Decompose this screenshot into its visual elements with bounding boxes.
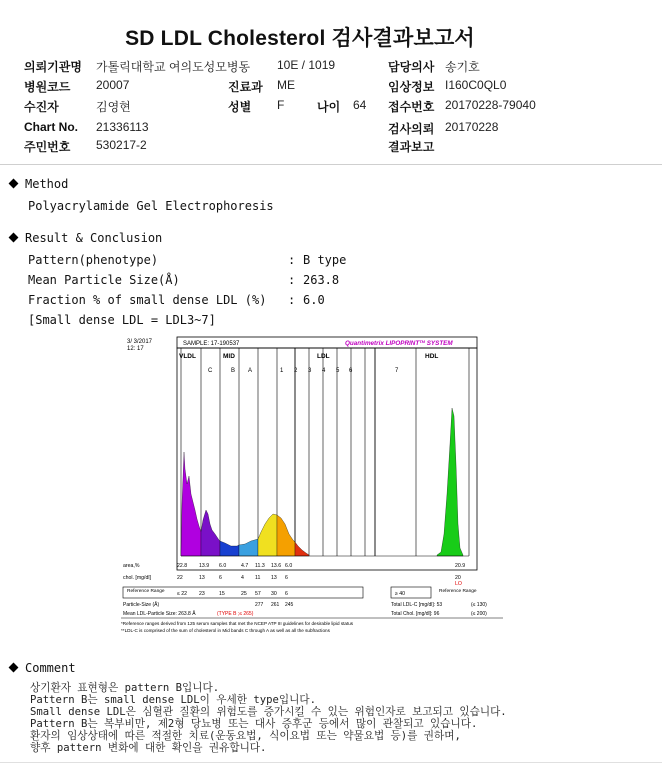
result-label: Pattern(phenotype) <box>28 253 159 267</box>
peak-area <box>201 510 220 556</box>
header-label: 결과보고 <box>388 140 435 154</box>
result-value: 6.0 <box>303 293 325 307</box>
header-label: 접수번호 <box>388 100 435 114</box>
band-dividers <box>181 348 469 556</box>
result-label: Fraction % of small dense LDL (%) <box>28 293 267 307</box>
plot-frame <box>177 348 477 570</box>
header-value: 가톨릭대학교 여의도성모병동 <box>96 60 251 74</box>
band-label: C <box>208 368 213 374</box>
header-value: 김영현 <box>96 100 131 114</box>
comment-heading: Comment <box>10 661 76 675</box>
ref-value: 15 <box>219 591 225 597</box>
chol-value: 13 <box>199 575 205 581</box>
header-label: 담당의사 <box>388 60 435 74</box>
comment-line: Pattern B는 small dense LDL이 우세한 type입니다. <box>30 694 316 706</box>
comment-line: 환자의 임상상태에 따른 적절한 치료(운동요법, 식이요법 또는 약물요법 등)를 권하며, <box>30 730 461 742</box>
chol-value: 11 <box>255 575 261 581</box>
report-date: 3/ 3/2017 <box>127 339 153 345</box>
header-label: 검사의뢰 <box>388 122 435 136</box>
ref-value: 6 <box>285 591 288 597</box>
ref-value: ≤ 22 <box>177 591 188 597</box>
chol-value: 6 <box>219 575 222 581</box>
ref-label-right: Reference Range <box>439 589 477 594</box>
area-value: 13.9 <box>199 563 210 569</box>
band-label: B <box>231 368 236 374</box>
hdl-flag: LO <box>455 581 462 587</box>
chol-value: 13 <box>271 575 277 581</box>
header-label: 나이 <box>317 100 341 114</box>
header-value: 530217-2 <box>96 138 147 152</box>
region-ldl: LDL <box>317 353 330 360</box>
particle-values <box>255 602 294 608</box>
region-vldl: VLDL <box>179 353 196 360</box>
ref-values <box>177 591 288 597</box>
header-label: 수진자 <box>24 100 59 114</box>
result-colon: : <box>288 293 296 307</box>
header-label: 의뢰기관명 <box>24 60 82 74</box>
method-text: Polyacrylamide Gel Electrophoresis <box>28 199 274 213</box>
result-note: [Small dense LDL = LDL3~7] <box>28 313 216 327</box>
ref-value: 57 <box>255 591 261 597</box>
bullet-icon <box>9 179 19 189</box>
bullet-icon <box>9 233 19 243</box>
area-value: 6.0 <box>219 563 227 569</box>
ref-value: 23 <box>199 591 205 597</box>
area-value: 11.3 <box>255 563 265 569</box>
area-value: 22.8 <box>177 563 188 569</box>
header-value: I160C0QL0 <box>445 78 507 92</box>
peak-area <box>295 542 309 556</box>
comment-line: 향후 pattern 변화에 대한 확인을 권유합니다. <box>30 742 267 754</box>
particle-value: 277 <box>255 602 264 608</box>
header-value: 21336113 <box>96 120 149 134</box>
particle-value: 245 <box>285 602 294 608</box>
header-label: 주민번호 <box>24 140 71 154</box>
peak-area <box>220 541 239 556</box>
particle-label: Particle-Size (Å) <box>123 602 160 608</box>
chol-value: 4 <box>241 575 244 581</box>
band-label: 7 <box>395 368 399 374</box>
chol-values <box>177 575 288 581</box>
header-value: 20170228 <box>445 120 499 134</box>
brand-label: Quantimetrix LIPOPRINT™ SYSTEM <box>345 339 453 347</box>
peak-area <box>277 515 295 556</box>
comment-line: Small dense LDL은 심혈관 질환의 위험도를 증가시킬 수 있는 위험인자로 보고되고 있습니다. <box>30 706 507 718</box>
result-label: Mean Particle Size(Å) <box>28 273 180 287</box>
comment-line: Pattern B는 복부비만, 제2형 당뇨병 또는 대사 증후군 등에서 많이 관찰되고 있습니다. <box>30 718 478 730</box>
result-heading: Result & Conclusion <box>10 231 162 245</box>
comment-line: 상기환자 표현형은 pattern B입니다. <box>30 682 220 694</box>
header-label: 병원코드 <box>24 80 71 94</box>
footnote-2: **LDL-C is comprised of the sum of cholesterol in Mid bands C through A as well as all the subfractions <box>121 628 330 633</box>
area-value: 13.6 <box>271 563 282 569</box>
area-value: 4.7 <box>241 563 249 569</box>
band-label: A <box>248 368 253 374</box>
result-value: B type <box>303 253 347 267</box>
divider <box>0 164 662 165</box>
area-values <box>177 563 292 569</box>
report-title: SD LDL Cholesterol 검사결과보고서 <box>125 27 475 50</box>
header-value: F <box>277 98 285 112</box>
result-value: 263.8 <box>303 273 340 287</box>
header-value: ME <box>277 78 295 92</box>
hdl-ref: ≥ 40 <box>395 591 406 597</box>
band-label: 2 <box>294 368 298 374</box>
header-value: 10E / 1019 <box>277 58 336 72</box>
lipoprint-report <box>119 334 505 640</box>
area-value: 6.0 <box>285 563 293 569</box>
band-labels <box>208 368 399 374</box>
report-header <box>0 58 662 158</box>
peak-area <box>239 539 258 556</box>
band-label: 5 <box>336 368 340 374</box>
total-chol: Total Chol. [mg/dl]: 96 <box>391 611 440 617</box>
result-colon: : <box>288 253 296 267</box>
bullet-icon <box>9 663 19 673</box>
electrophoresis-peaks <box>181 408 469 556</box>
peak-area <box>181 452 201 556</box>
header-value: 20170228-79040 <box>445 98 536 112</box>
hdl-chol: 20 <box>455 575 461 581</box>
band-label: 6 <box>349 368 353 374</box>
total-ldlc-ref: (≤ 130) <box>471 602 487 608</box>
peak-area <box>258 514 277 556</box>
header-label: 임상정보 <box>388 80 435 94</box>
bottom-divider <box>0 762 662 763</box>
region-hdl: HDL <box>425 353 439 360</box>
area-label: area,% <box>123 563 140 569</box>
lipoprint-chart <box>119 334 505 640</box>
peak-area <box>437 408 463 556</box>
header-label: 진료과 <box>228 80 263 94</box>
total-ldlc: Total LDL-C [mg/dl]: 53 <box>391 602 443 608</box>
band-label: 1 <box>280 368 284 374</box>
header-value: 64 <box>353 98 367 112</box>
method-heading: Method <box>10 177 68 191</box>
particle-value: 261 <box>271 602 280 608</box>
ref-label: Reference Range <box>127 589 165 594</box>
ref-value: 30 <box>271 591 277 597</box>
header-label: 성별 <box>228 100 252 114</box>
report-time: 12: 17 <box>127 346 144 352</box>
header-value: 20007 <box>96 78 130 92</box>
result-colon: : <box>288 273 296 287</box>
band-label: 4 <box>322 368 326 374</box>
region-mid: MID <box>223 353 235 360</box>
total-chol-ref: (≤ 200) <box>471 611 487 617</box>
chol-value: 22 <box>177 575 183 581</box>
chol-label: chol. [mg/dl] <box>123 575 151 581</box>
sample-id: SAMPLE: 17-190537 <box>183 341 240 347</box>
hdl-area: 20.9 <box>455 563 466 569</box>
footnote-1: *Reference ranges derived from 125 serum samples that met the NCEP ATP III guidelines for desirable lipid status <box>121 621 354 626</box>
chol-value: 6 <box>285 575 288 581</box>
header-label: Chart No. <box>24 120 78 134</box>
ref-value: 25 <box>241 591 247 597</box>
header-value: 송기호 <box>445 60 480 74</box>
mean-ldl: Mean LDL-Particle Size: 263.8 Å <box>123 611 196 617</box>
band-label: 3 <box>308 368 312 374</box>
mean-type: (TYPE B ;≤ 265) <box>217 611 254 617</box>
